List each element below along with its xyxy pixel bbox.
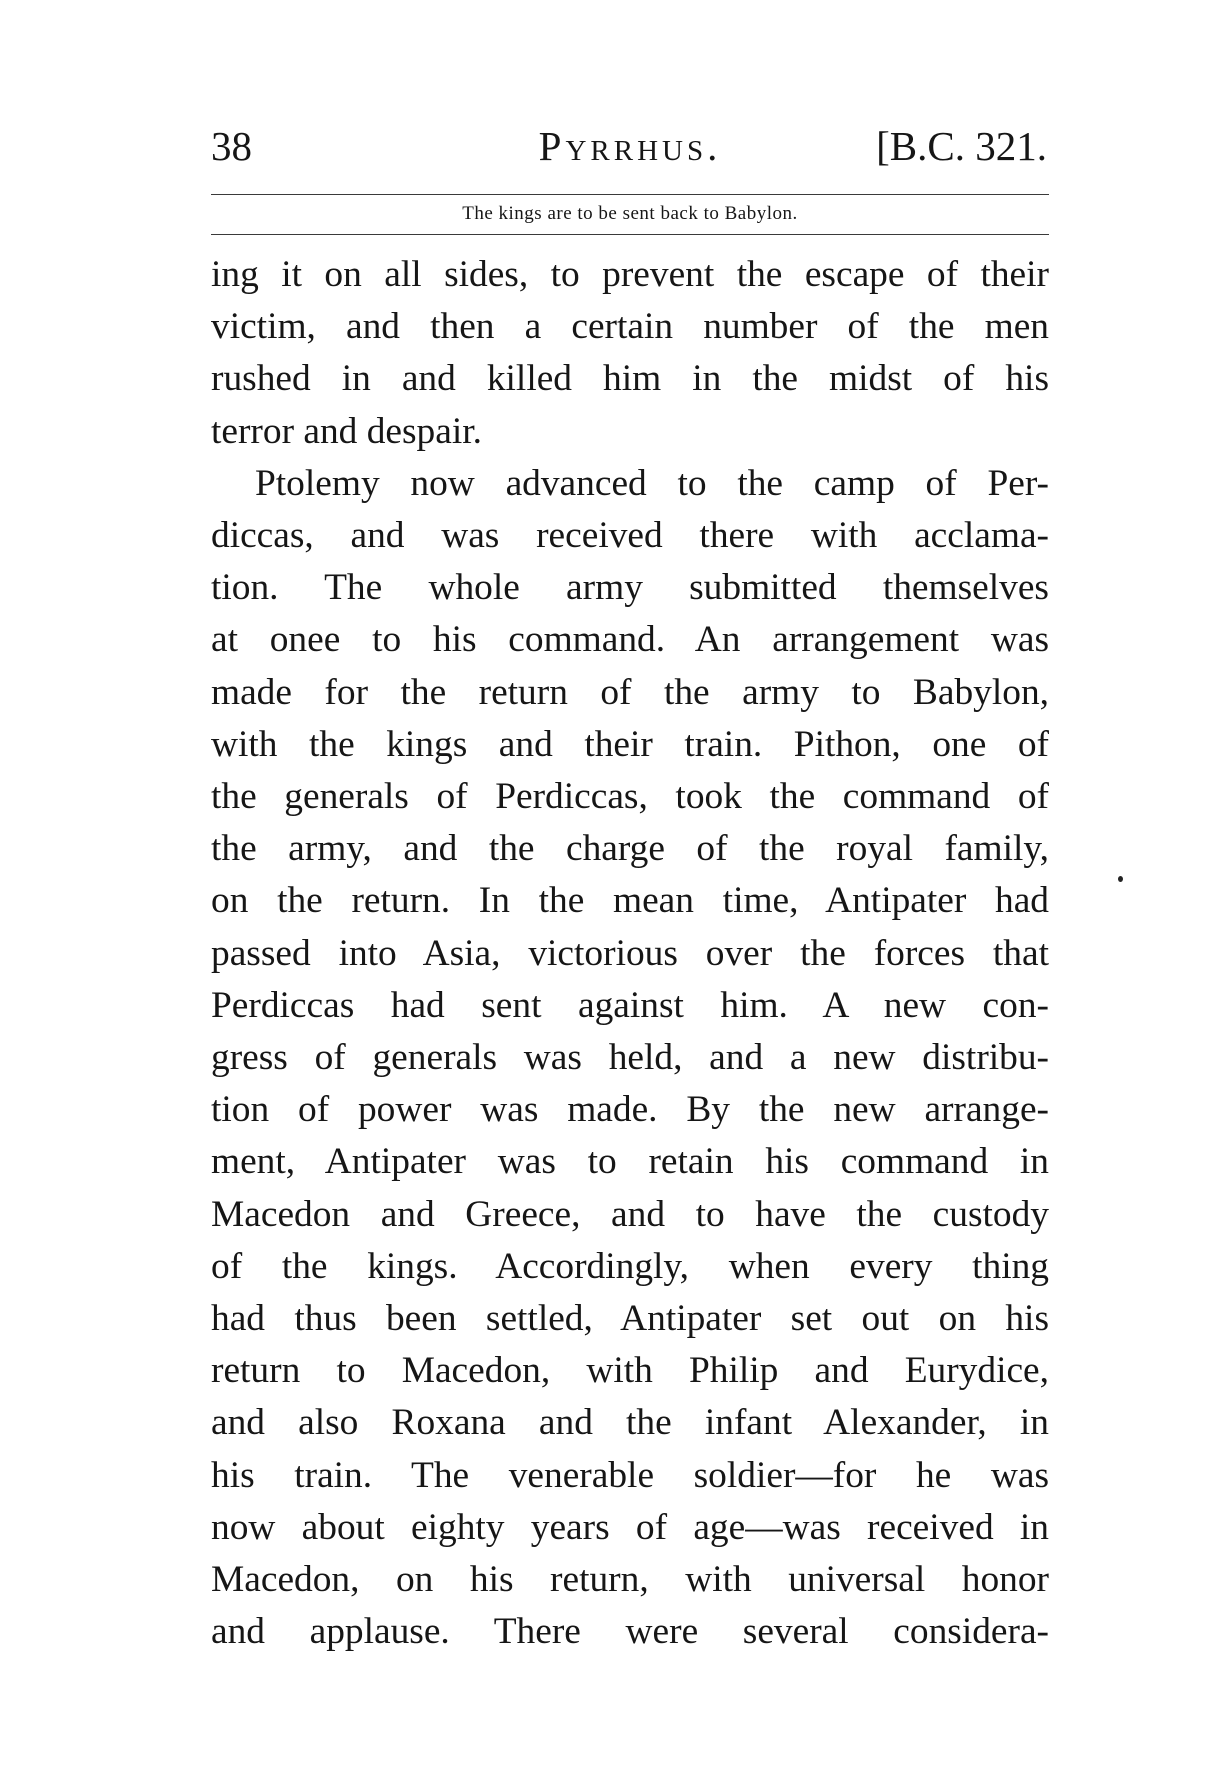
header-rule-bottom [211, 234, 1049, 235]
text-line: now about eighty years of age—was received in [211, 1506, 1049, 1548]
text-line: Ptolemy now advanced to the camp of Per- [255, 462, 1049, 504]
book-page [211, 118, 1049, 1658]
text-line: and applause. There were several considera- [211, 1611, 1049, 1653]
text-line: Macedon, on his return, with universal honor [211, 1559, 1049, 1601]
text-line: passed into Asia, victorious over the forces that [211, 932, 1049, 974]
text-line: his train. The venerable soldier—for he was [211, 1454, 1049, 1496]
text-line: tion. The whole army submitted themselves [211, 567, 1049, 609]
text-line: victim, and then a certain number of the men [211, 306, 1049, 348]
text-line: return to Macedon, with Philip and Eurydice, [211, 1350, 1049, 1392]
text-line: ment, Antipater was to retain his command in [211, 1141, 1049, 1183]
text-line: of the kings. Accordingly, when every thing [211, 1245, 1049, 1287]
page-subheading: The kings are to be sent back to Babylon. [462, 203, 798, 224]
text-line: Perdiccas had sent against him. A new con- [211, 984, 1049, 1026]
text-line: on the return. In the mean time, Antipater had [211, 880, 1049, 922]
text-line: rushed in and killed him in the midst of his [211, 358, 1049, 400]
body-text [211, 249, 1049, 1658]
text-line: the generals of Perdiccas, took the command of [211, 776, 1049, 818]
text-line: ing it on all sides, to prevent the escape of their [211, 254, 1049, 295]
text-line: with the kings and their train. Pithon, one of [211, 723, 1049, 765]
text-line: had thus been settled, Antipater set out on his [211, 1298, 1049, 1340]
text-line: and also Roxana and the infant Alexander, in [211, 1402, 1049, 1444]
text-line: diccas, and was received there with acclama- [211, 515, 1049, 557]
text-line: made for the return of the army to Babylon, [211, 671, 1049, 713]
running-head [211, 118, 1049, 174]
running-title: Pyrrhus. [538, 123, 722, 169]
text-line: at onee to his command. An arrangement was [211, 619, 1049, 661]
text-line: gress of generals was held, and a new distribu- [211, 1037, 1049, 1079]
running-date: [B.C. 321. [876, 123, 1047, 169]
page-number: 38 [211, 123, 252, 169]
text-line: Macedon and Greece, and to have the custody [211, 1193, 1049, 1235]
ink-speck [1118, 876, 1123, 882]
text-line: the army, and the charge of the royal family, [211, 828, 1049, 870]
text-line: terror and despair. [211, 410, 482, 452]
text-line: tion of power was made. By the new arrange- [211, 1089, 1049, 1131]
